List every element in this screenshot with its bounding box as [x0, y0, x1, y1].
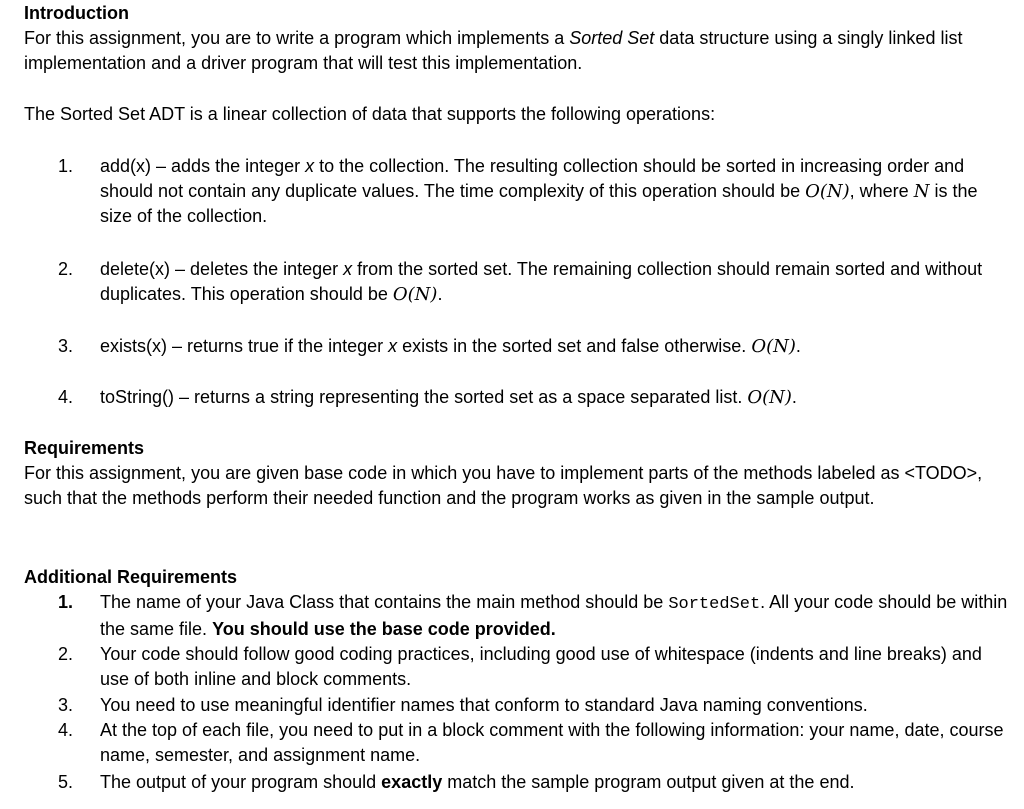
list-number: 1.: [58, 592, 74, 612]
op-complexity: O(N): [805, 181, 850, 202]
req-text-a: The name of your Java Class that contains the main method should be: [100, 592, 669, 612]
req-text-a: The output of your program should: [100, 772, 382, 792]
list-number: 1.: [58, 156, 74, 176]
op-complexity: O(N): [747, 387, 792, 408]
requirements-paragraph: For this assignment, you are given base code in which you have to implement parts of the methods labeled as <TODO>, such that the methods perform their needed function and the program works as given in the sample output.: [24, 463, 983, 508]
requirement-text: At the top of each file, you need to put in a block comment with the following information: your name, date, course name, semester, and assignment name.: [100, 720, 1004, 765]
requirements-heading: Requirements: [24, 438, 145, 458]
op-text-c: , where: [849, 181, 914, 201]
operation-text: [100, 257, 1012, 307]
op-text-c: .: [795, 336, 801, 356]
list-number: 2.: [58, 644, 74, 664]
intro-text-b: data structure using a singly linked list implementation and a driver program that will test this implementation.: [24, 28, 963, 73]
op-text-b: to the collection. The resulting collection should be sorted in increasing order and should not contain any duplicate values. The time complexity of this operation should be: [100, 156, 965, 201]
req-code-classname: SortedSet: [668, 595, 761, 614]
requirement-text: You need to use meaningful identifier names that conform to standard Java naming conventions.: [100, 695, 868, 715]
requirement-text: Your code should follow good coding practices, including good use of whitespace (indents and line breaks) and use of both inline and block comments.: [100, 644, 982, 689]
op-text-b: from the sorted set. The remaining collection should remain sorted and without duplicates. This operation should be: [100, 259, 983, 304]
op-var: x: [388, 336, 398, 356]
op-text-d: is the size of the collection.: [100, 181, 978, 226]
intro-emphasis-sorted-set: Sorted Set: [569, 28, 655, 48]
op-var-n: N: [913, 181, 930, 202]
introduction-paragraph: [24, 26, 1014, 76]
additional-requirements-heading: Additional Requirements: [24, 567, 238, 587]
op-text-a: exists(x) – returns true if the integer: [100, 336, 389, 356]
op-text-b: exists in the sorted set and false otherwise.: [397, 336, 752, 356]
operation-text: [100, 154, 1012, 229]
op-text-c: .: [437, 284, 443, 304]
op-text-a: toString() – returns a string representing the sorted set as a space separated list.: [100, 387, 748, 407]
req-bold-base-code: You should use the base code provided.: [212, 619, 556, 639]
op-var: x: [305, 156, 315, 176]
op-var: x: [343, 259, 353, 279]
req-text-b: . All your code should be within the same file.: [100, 592, 1008, 639]
list-number: 2.: [58, 259, 74, 279]
intro-text-a: For this assignment, you are to write a program which implements a: [24, 28, 570, 48]
list-number: 4.: [58, 720, 74, 740]
list-number: 5.: [58, 772, 74, 792]
operation-text: [100, 334, 1012, 359]
list-number: 4.: [58, 387, 74, 407]
op-complexity: O(N): [751, 336, 796, 357]
requirement-text: [100, 590, 1012, 642]
req-bold-exactly: exactly: [381, 772, 443, 792]
req-text-b: match the sample program output given at the end.: [442, 772, 855, 792]
operation-text: [100, 385, 1012, 410]
op-text-a: add(x) – adds the integer: [100, 156, 306, 176]
list-number: 3.: [58, 695, 74, 715]
adt-description: The Sorted Set ADT is a linear collection of data that supports the following operations:: [24, 104, 716, 124]
list-number: 3.: [58, 336, 74, 356]
op-complexity: O(N): [392, 284, 438, 305]
introduction-heading: Introduction: [24, 3, 129, 23]
requirement-text: [100, 770, 1012, 795]
op-text-a: delete(x) – deletes the integer: [100, 259, 344, 279]
op-text-c: .: [791, 387, 797, 407]
